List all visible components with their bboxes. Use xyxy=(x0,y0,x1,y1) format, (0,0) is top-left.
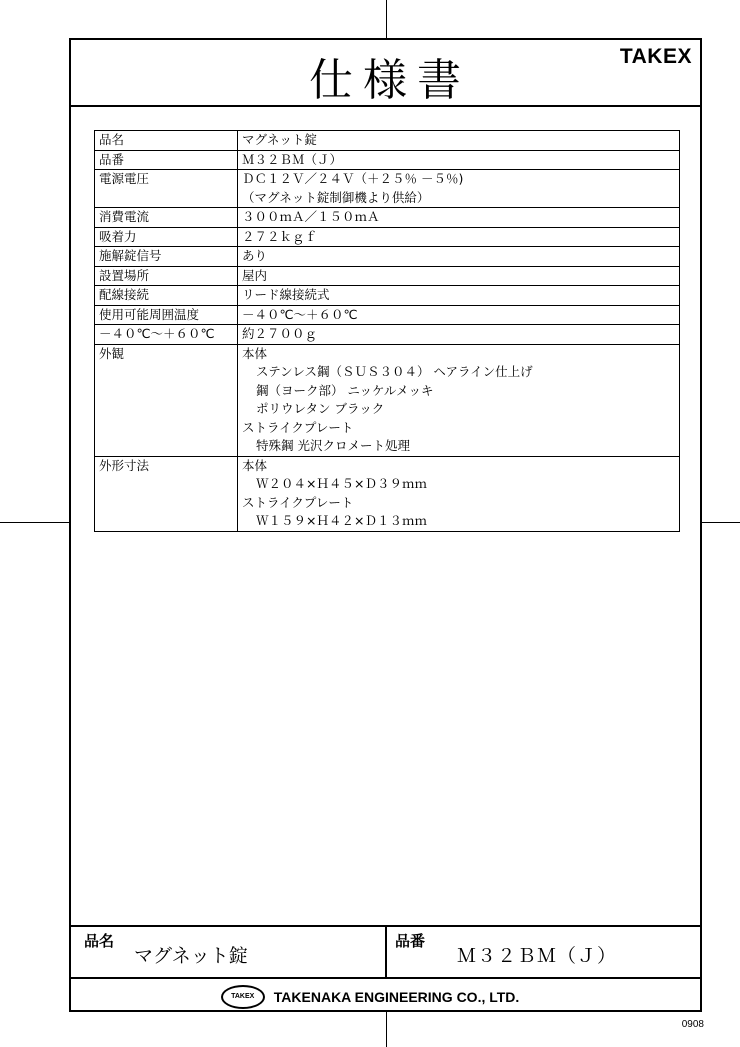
spec-value-line: ポリウレタン ブラック xyxy=(256,401,385,416)
spec-key: 電源電圧 xyxy=(95,170,238,208)
spec-value-line: ストライクプレート xyxy=(242,494,354,510)
spec-key: 吸着力 xyxy=(95,227,238,247)
footer-divider xyxy=(385,925,387,979)
spec-key: 設置場所 xyxy=(95,266,238,286)
spec-value-line: リード線接続式 xyxy=(242,287,330,302)
spec-value-line: 鋼（ヨーク部） ニッケルメッキ xyxy=(256,382,434,398)
spec-table xyxy=(94,130,680,532)
spec-value-line: －４０℃～＋６０℃ xyxy=(242,306,358,322)
spec-key: 使用可能周囲温度 xyxy=(95,305,238,325)
spec-value-line: 特殊鋼 光沢クロメート処理 xyxy=(256,438,410,453)
crop-mark-bottom xyxy=(386,1012,387,1047)
document-code: 0908 xyxy=(681,1019,704,1030)
spec-row xyxy=(95,208,680,228)
spec-key: 品名 xyxy=(95,131,238,151)
spec-key: －４０℃～＋６０℃ xyxy=(95,325,238,345)
spec-value-line: マグネット錠 xyxy=(242,132,317,147)
spec-value xyxy=(238,170,680,208)
spec-row xyxy=(95,456,680,531)
spec-value xyxy=(238,150,680,170)
spec-value-line: 約２７００ｇ xyxy=(242,326,318,341)
footer-number-value: Ｍ３２ＢＭ（Ｊ） xyxy=(457,945,618,967)
spec-key: 外形寸法 xyxy=(95,456,238,531)
footer-name-value: マグネット錠 xyxy=(134,945,248,967)
spec-value xyxy=(238,247,680,267)
spec-row xyxy=(95,150,680,170)
crop-mark-left xyxy=(0,522,69,523)
spec-value-line: あり xyxy=(242,248,268,263)
spec-row xyxy=(95,131,680,151)
company-name: TAKENAKA ENGINEERING CO., LTD. xyxy=(273,989,520,1005)
spec-value xyxy=(238,305,680,325)
spec-value-line: ステンレス鋼（ＳＵＳ３０４） ヘアライン仕上げ xyxy=(256,364,533,379)
spec-value xyxy=(238,266,680,286)
spec-value-line: Ｍ３２ＢＭ（Ｊ） xyxy=(242,151,343,167)
spec-value xyxy=(238,456,680,531)
spec-key: 配線接続 xyxy=(95,286,238,306)
crop-mark-right xyxy=(702,522,740,523)
page-title: 仕様書 xyxy=(309,55,471,106)
spec-value xyxy=(238,131,680,151)
spec-value-line: ＤＣ１２Ｖ／２４Ｖ（＋２５％ －５％) xyxy=(242,171,464,186)
spec-row xyxy=(95,266,680,286)
spec-value xyxy=(238,286,680,306)
footer-number-label: 品番 xyxy=(395,932,426,950)
spec-row xyxy=(95,170,680,208)
spec-row xyxy=(95,344,680,456)
spec-value-line: 本体 xyxy=(242,345,268,361)
spec-value-line: ストライクプレート xyxy=(242,419,354,435)
brand-logo: TAKEX xyxy=(619,45,692,68)
spec-value-line: ３００ｍＡ／１５０ｍＡ xyxy=(242,209,380,224)
spec-key: 品番 xyxy=(95,150,238,170)
spec-row xyxy=(95,247,680,267)
spec-value-line: 本体 xyxy=(242,457,268,473)
spec-value xyxy=(238,325,680,345)
spec-value xyxy=(238,208,680,228)
footer-name-label: 品名 xyxy=(84,932,115,950)
spec-key: 外観 xyxy=(95,344,238,456)
spec-value-line: 屋内 xyxy=(242,267,268,283)
company-logo: TAKEX xyxy=(221,985,265,1009)
spec-value xyxy=(238,227,680,247)
spec-value-line: ２７２ｋｇｆ xyxy=(242,228,318,244)
spec-row xyxy=(95,305,680,325)
spec-row xyxy=(95,286,680,306)
spec-key: 施解錠信号 xyxy=(95,247,238,267)
company-block xyxy=(0,985,740,1009)
crop-mark-top xyxy=(386,0,387,38)
spec-value xyxy=(238,344,680,456)
spec-row xyxy=(95,227,680,247)
spec-key: 消費電流 xyxy=(95,208,238,228)
spec-row xyxy=(95,325,680,345)
spec-value-line: Ｗ１５９×Ｈ４２×Ｄ１３ｍｍ xyxy=(256,513,427,528)
spec-value-line: Ｗ２０４×Ｈ４５×Ｄ３９ｍｍ xyxy=(256,476,427,491)
spec-value-line: （マグネット錠制御機より供給） xyxy=(242,189,430,205)
